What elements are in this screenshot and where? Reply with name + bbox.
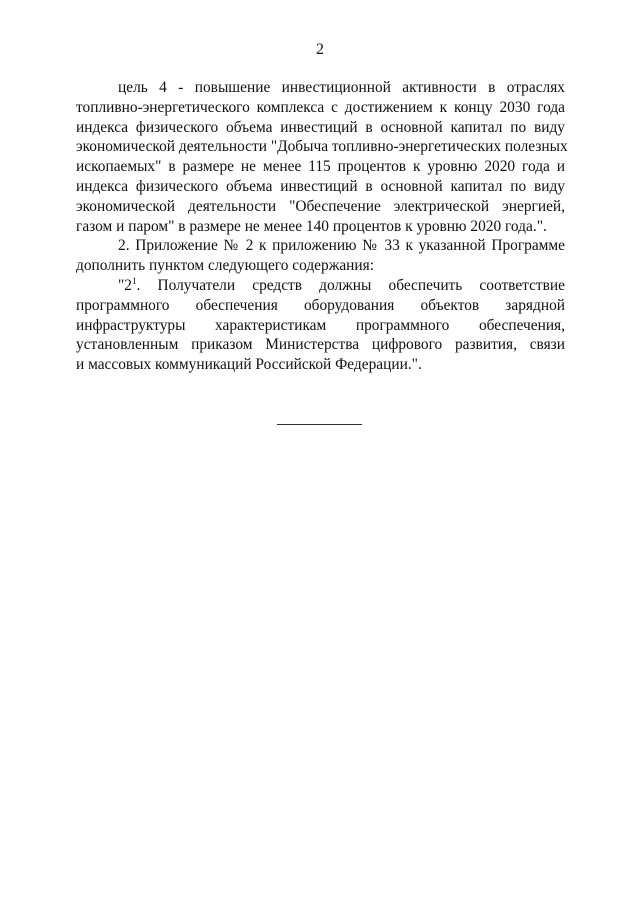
item-superscript: 1 [131,275,137,286]
paragraph-goal-4 [76,78,568,236]
text-line: цель 4 - повышение инвестиционной активности в отраслях [118,79,565,96]
document-body [76,78,568,375]
paragraph-item-2 [76,236,565,276]
text-line: и массовых коммуникаций Российской Федерации.". [76,356,422,374]
text-line: экономической деятельности "Обеспечение электрической энергией, [76,197,565,215]
text-line: ископаемых" в размере не менее 115 процентов к уровню 2020 года и [76,158,565,176]
item-text: . Получатели средств должны обеспечить соответствие [136,276,565,294]
paragraph-item-2-1 [76,276,565,375]
separator-line [277,424,362,425]
text-line: дополнить пунктом следующего содержания: [76,257,375,275]
page-number: 2 [316,41,324,58]
text-line: экономической деятельности "Добыча топливно-энергетических полезных [76,138,568,156]
item-number: "2 [118,276,132,294]
text-line: инфраструктуры характеристикам программного обеспечения, [76,316,565,334]
text-line: установленным приказом Министерства цифрового развития, связи [76,336,565,354]
text-line: топливно-энергетического комплекса с достижением к концу 2030 года [76,98,565,116]
text-line: программного обеспечения оборудования объектов зарядной [76,296,565,314]
text-line: газом и паром" в размере не менее 140 процентов к уровню 2020 года.". [76,217,547,235]
text-line: 2. Приложение № 2 к приложению № 33 к указанной Программе [118,237,565,255]
text-line: индекса физического объема инвестиций в основной капитал по виду [76,118,565,136]
text-line: индекса физического объема инвестиций в основной капитал по виду [76,177,565,195]
text-line [76,276,565,296]
